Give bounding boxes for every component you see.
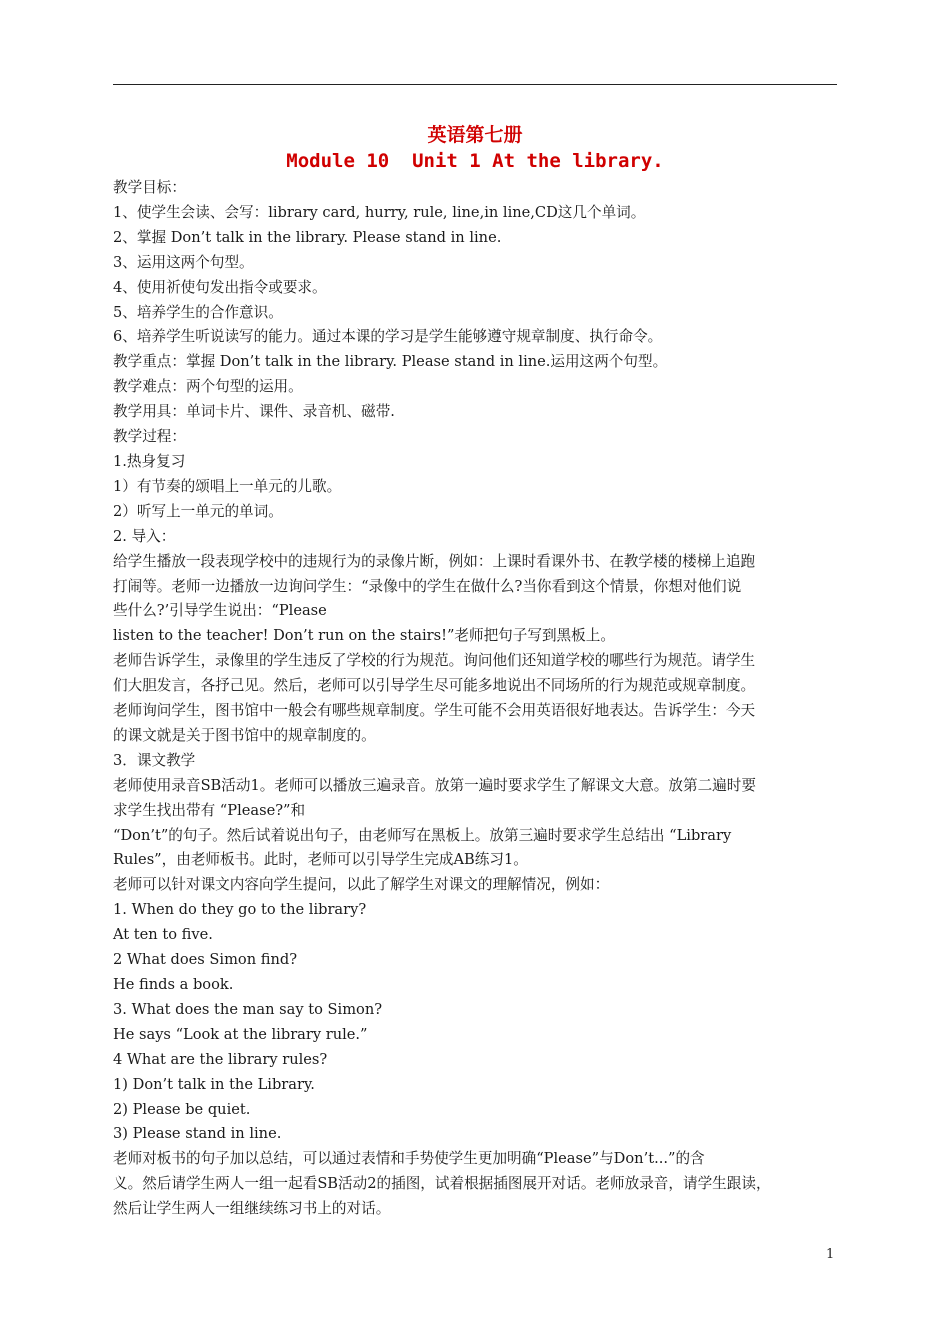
- body-line: 求学生找出带有 “Please?”和: [113, 801, 306, 819]
- body-line: 3．课文教学: [113, 751, 196, 769]
- body-line: 义。然后请学生两人一组一起看SB活动2的插图，试着根据插图展开对话。老师放录音，请学生跟读，: [113, 1175, 771, 1193]
- header-rule: [113, 84, 837, 85]
- body-line: 教学重点：掌握 Don’t talk in the library. Please stand in line.运用这两个句型。: [113, 353, 668, 371]
- body-line: “Don’t”的句子。然后试着说出句子，由老师写在黑板上。放第三遍时要求学生总结出 “Library: [113, 826, 732, 844]
- title-block: [113, 122, 837, 174]
- body-line: 4 What are the library rules?: [113, 1050, 328, 1068]
- body-line: listen to the teacher! Don’t run on the stairs!”老师把句子写到黑板上。: [113, 627, 615, 645]
- body-line: 2、掌握 Don’t talk in the library. Please stand in line.: [113, 228, 502, 246]
- body-line: 教学目标：: [113, 179, 186, 196]
- body-line: He says “Look at the library rule.”: [113, 1025, 368, 1043]
- body-line: 们大胆发言，各抒己见。然后，老师可以引导学生尽可能多地说出不同场所的行为规范或规章制度。: [113, 677, 756, 695]
- body-line: 6、培养学生听说读写的能力。通过本课的学习是学生能够遵守规章制度、执行命令。: [113, 328, 663, 346]
- document-subtitle: Module 10 Unit 1 At the library.: [286, 150, 664, 172]
- body-line: 3) Please stand in line.: [113, 1125, 282, 1143]
- body-line: 老师询问学生，图书馆中一般会有哪些规章制度。学生可能不会用英语很好地表达。告诉学生：今天: [113, 702, 756, 720]
- page-number: 1: [826, 1247, 835, 1262]
- body-line: 教学过程：: [113, 428, 186, 446]
- body-line: 的课文就是关于图书馆中的规章制度的。: [113, 726, 376, 744]
- body-line: 打闹等。老师一边播放一边询问学生：“录像中的学生在做什么?当你看到这个情景，你想对他们说: [113, 577, 742, 595]
- body-line: 3. What does the man say to Simon?: [113, 1000, 383, 1018]
- body-line: 5、培养学生的合作意识。: [113, 303, 283, 321]
- body-line: 1.热身复习: [113, 452, 186, 470]
- document-title: 英语第七册: [427, 124, 523, 146]
- body-line: 老师对板书的句子加以总结，可以通过表情和手势使学生更加明确“Please”与Don’t...”的含: [113, 1150, 705, 1168]
- body-line: 老师告诉学生，录像里的学生违反了学校的行为规范。询问他们还知道学校的哪些行为规范。请学生: [113, 652, 756, 670]
- body-line: 教学难点：两个句型的运用。: [113, 378, 303, 396]
- document-body: [113, 176, 843, 1222]
- body-line: Rules”，由老师板书。此时，老师可以引导学生完成AB练习1。: [113, 851, 528, 869]
- body-line: 然后让学生两人一组继续练习书上的对话。: [113, 1200, 391, 1218]
- body-line: 2 What does Simon find?: [113, 951, 298, 969]
- body-line: 1. When do they go to the library?: [113, 901, 367, 919]
- body-line: 1）有节奏的颂唱上一单元的儿歌。: [113, 477, 342, 495]
- body-line: 3、运用这两个句型。: [113, 253, 254, 271]
- body-line: 给学生播放一段表现学校中的违规行为的录像片断，例如：上课时看课外书、在教学楼的楼梯上追跑: [113, 552, 756, 570]
- body-line: At ten to five.: [113, 926, 213, 944]
- body-line: 老师可以针对课文内容向学生提问，以此了解学生对课文的理解情况，例如：: [113, 876, 610, 894]
- body-line: 教学用具：单词卡片、课件、录音机、磁带.: [113, 403, 395, 421]
- body-line: 1、使学生会读、会写：library card, hurry, rule, line,in line,CD这几个单词。: [113, 203, 646, 221]
- body-line: 4、使用祈使句发出指令或要求。: [113, 278, 327, 296]
- body-line: 老师使用录音SB活动1。老师可以播放三遍录音。放第一遍时要求学生了解课文大意。放第二遍时要: [113, 776, 756, 794]
- body-line: 2) Please be quiet.: [113, 1100, 251, 1118]
- body-line: He finds a book.: [113, 976, 234, 993]
- body-line: 2）听写上一单元的单词。: [113, 502, 283, 520]
- body-line: 1) Don’t talk in the Library.: [113, 1075, 315, 1093]
- body-line: 些什么?’引导学生说出：“Please: [113, 602, 327, 620]
- body-line: 2. 导入：: [113, 527, 176, 545]
